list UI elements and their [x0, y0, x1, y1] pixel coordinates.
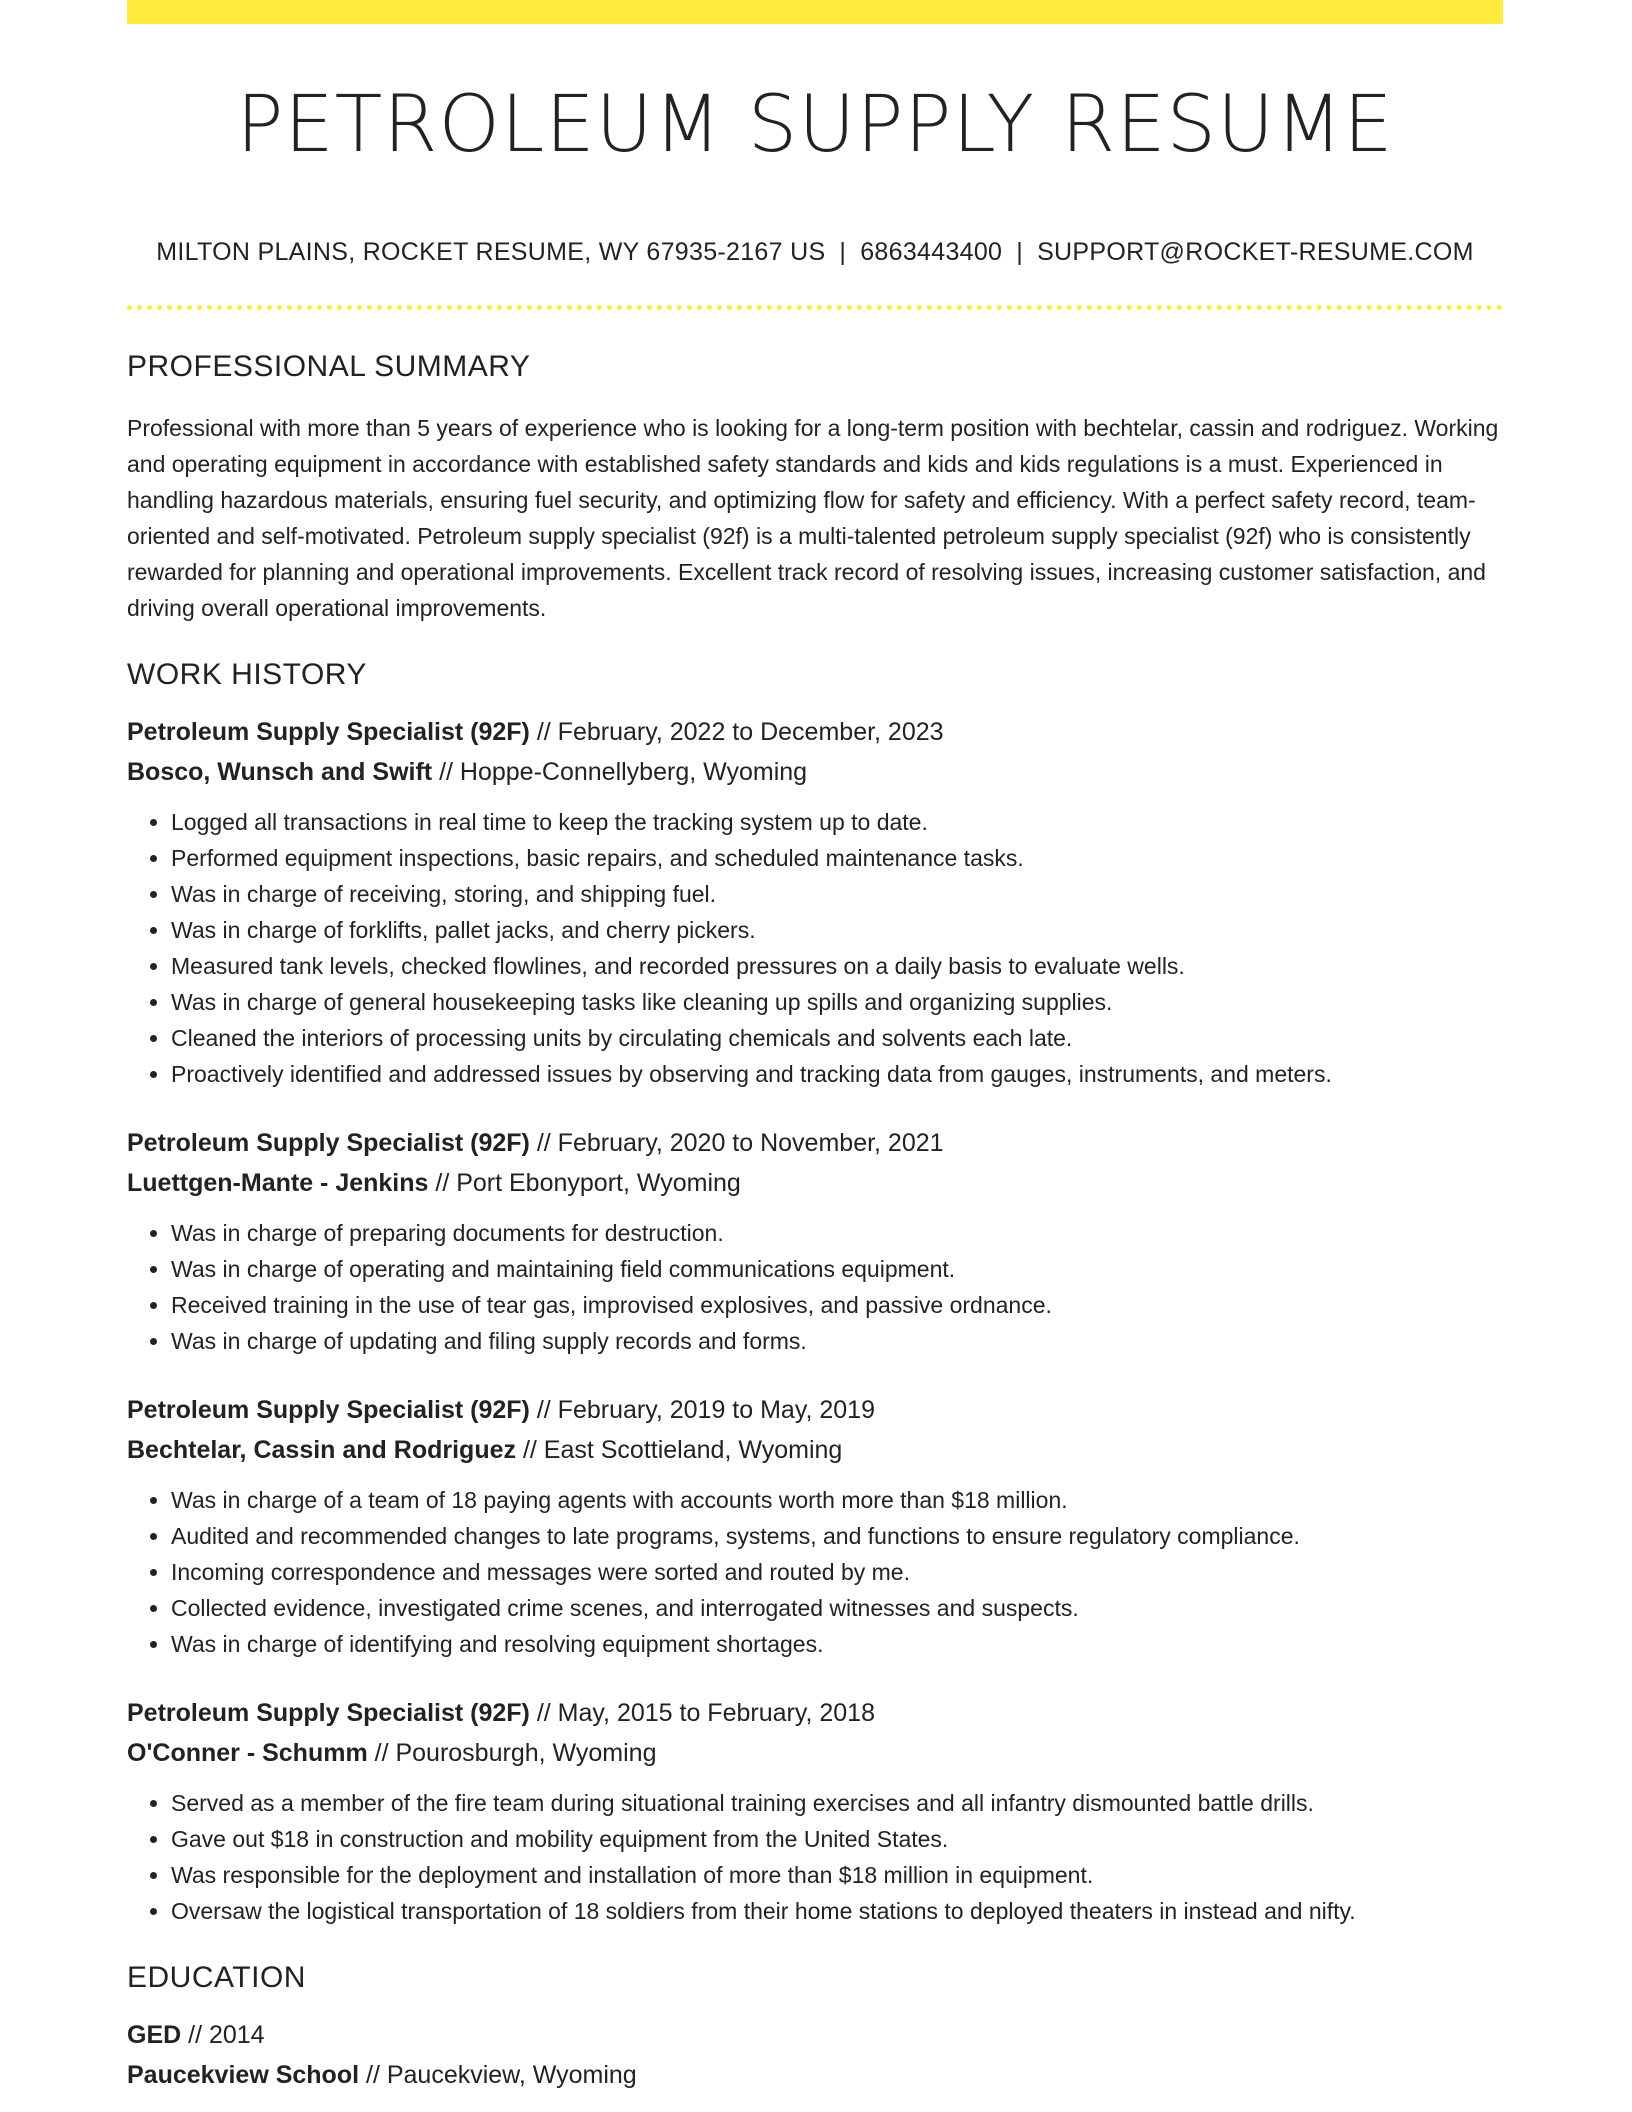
job-title-line [127, 1693, 1503, 1733]
job-bullet: • Was in charge of identifying and resolving equipment shortages. [171, 1626, 1503, 1662]
job-location: // East Scottieland, Wyoming [516, 1436, 843, 1464]
job-title-line [127, 712, 1503, 752]
job-bullet: • Was in charge of receiving, storing, and shipping fuel. [171, 876, 1503, 912]
job-bullet: • Gave out $18 in construction and mobility equipment from the United States. [171, 1821, 1503, 1857]
education-school-line [127, 2055, 1503, 2095]
job-bullet: • Oversaw the logistical transportation of 18 soldiers from their home stations to deployed theaters in instead and nifty. [171, 1893, 1503, 1929]
job-bullet: • Was in charge of updating and filing supply records and forms. [171, 1323, 1503, 1359]
job-title: Petroleum Supply Specialist (92F) [127, 1699, 530, 1727]
job-company-line [127, 1733, 1503, 1773]
job-bullet: • Measured tank levels, checked flowlines, and recorded pressures on a daily basis to evaluate wells. [171, 948, 1503, 984]
job-location: // Pourosburgh, Wyoming [367, 1739, 657, 1767]
job-bullets [127, 1482, 1503, 1662]
contact-email: SUPPORT@ROCKET-RESUME.COM [1037, 238, 1474, 266]
job-entry [127, 1390, 1503, 1662]
job-bullets [127, 1785, 1503, 1929]
resume-title: PETROLEUM SUPPLY RESUME [236, 80, 1394, 170]
job-dates: // May, 2015 to February, 2018 [529, 1699, 875, 1727]
job-location: // Hoppe-Connellyberg, Wyoming [432, 758, 808, 786]
summary-heading: PROFESSIONAL SUMMARY [127, 350, 531, 383]
education-year: // 2014 [181, 2021, 265, 2049]
education-location: // Paucekview, Wyoming [359, 2061, 637, 2089]
job-bullet: • Served as a member of the fire team during situational training exercises and all infantry dismounted battle drills. [171, 1785, 1503, 1821]
job-bullet: • Received training in the use of tear gas, improvised explosives, and passive ordnance. [171, 1287, 1503, 1323]
job-bullets [127, 1215, 1503, 1359]
job-bullet: • Was responsible for the deployment and installation of more than $18 million in equipment. [171, 1857, 1503, 1893]
education-school: Paucekview School [127, 2061, 360, 2089]
job-entry [127, 1123, 1503, 1359]
education-heading: EDUCATION [127, 1961, 306, 1994]
education-degree-line [127, 2015, 1503, 2055]
job-company: Bechtelar, Cassin and Rodriguez [127, 1436, 516, 1464]
job-dates: // February, 2019 to May, 2019 [529, 1396, 875, 1424]
work-history-heading: WORK HISTORY [127, 658, 367, 691]
job-bullet: • Was in charge of a team of 18 paying agents with accounts worth more than $18 million. [171, 1482, 1503, 1518]
job-company-line [127, 1163, 1503, 1203]
resume-page [127, 0, 1503, 2095]
job-bullet: • Was in charge of operating and maintaining field communications equipment. [171, 1251, 1503, 1287]
job-company: Luettgen-Mante - Jenkins [127, 1169, 429, 1197]
job-bullet: • Performed equipment inspections, basic repairs, and scheduled maintenance tasks. [171, 840, 1503, 876]
job-company-line [127, 1430, 1503, 1470]
dotted-divider [127, 305, 1503, 310]
contact-address: MILTON PLAINS, ROCKET RESUME, WY 67935-2167 US [156, 238, 826, 266]
job-bullets [127, 804, 1503, 1092]
job-company-line [127, 752, 1503, 792]
contact-separator: | [1016, 238, 1024, 266]
job-bullet: • Collected evidence, investigated crime scenes, and interrogated witnesses and suspects. [171, 1590, 1503, 1626]
job-bullet: • Proactively identified and addressed issues by observing and tracking data from gauges, instruments, and meters. [171, 1056, 1503, 1092]
job-bullet: • Was in charge of forklifts, pallet jacks, and cherry pickers. [171, 912, 1503, 948]
job-bullet: • Was in charge of preparing documents for destruction. [171, 1215, 1503, 1251]
job-bullet: • Was in charge of general housekeeping tasks like cleaning up spills and organizing supplies. [171, 984, 1503, 1020]
job-bullet: • Cleaned the interiors of processing units by circulating chemicals and solvents each late. [171, 1020, 1503, 1056]
contact-phone: 6863443400 [860, 238, 1003, 266]
job-title: Petroleum Supply Specialist (92F) [127, 1396, 530, 1424]
job-title: Petroleum Supply Specialist (92F) [127, 718, 530, 746]
job-dates: // February, 2020 to November, 2021 [529, 1129, 944, 1157]
job-company: O'Conner - Schumm [127, 1739, 368, 1767]
job-title: Petroleum Supply Specialist (92F) [127, 1129, 530, 1157]
education-degree: GED [127, 2021, 182, 2049]
summary-text: Professional with more than 5 years of experience who is looking for a long-term position with bechtelar, cassin and rodriguez. Working and operating equipment in accordance with established safety standards and kids and kids regulations is a must. Experienced in handling hazardous materials, ensuring fuel security, and optimizing flow for safety and efficiency. With a perfect safety record, team-oriented and self-motivated. Petroleum supply specialist (92f) is a multi-talented petroleum supply specialist (92f) who is consistently rewarded for planning and operational improvements. Excellent track record of resolving issues, increasing customer satisfaction, and driving overall operational improvements. [127, 415, 1499, 621]
job-bullet: • Audited and recommended changes to late programs, systems, and functions to ensure regulatory compliance. [171, 1518, 1503, 1554]
contact-line [127, 238, 1503, 267]
accent-top-bar [127, 0, 1503, 24]
job-dates: // February, 2022 to December, 2023 [529, 718, 944, 746]
job-title-line [127, 1123, 1503, 1163]
job-title-line [127, 1390, 1503, 1430]
job-bullet: • Logged all transactions in real time to keep the tracking system up to date. [171, 804, 1503, 840]
contact-separator: | [839, 238, 847, 266]
job-company: Bosco, Wunsch and Swift [127, 758, 433, 786]
job-entry [127, 712, 1503, 1092]
job-bullet: • Incoming correspondence and messages were sorted and routed by me. [171, 1554, 1503, 1590]
job-location: // Port Ebonyport, Wyoming [428, 1169, 741, 1197]
job-entry [127, 1693, 1503, 1929]
